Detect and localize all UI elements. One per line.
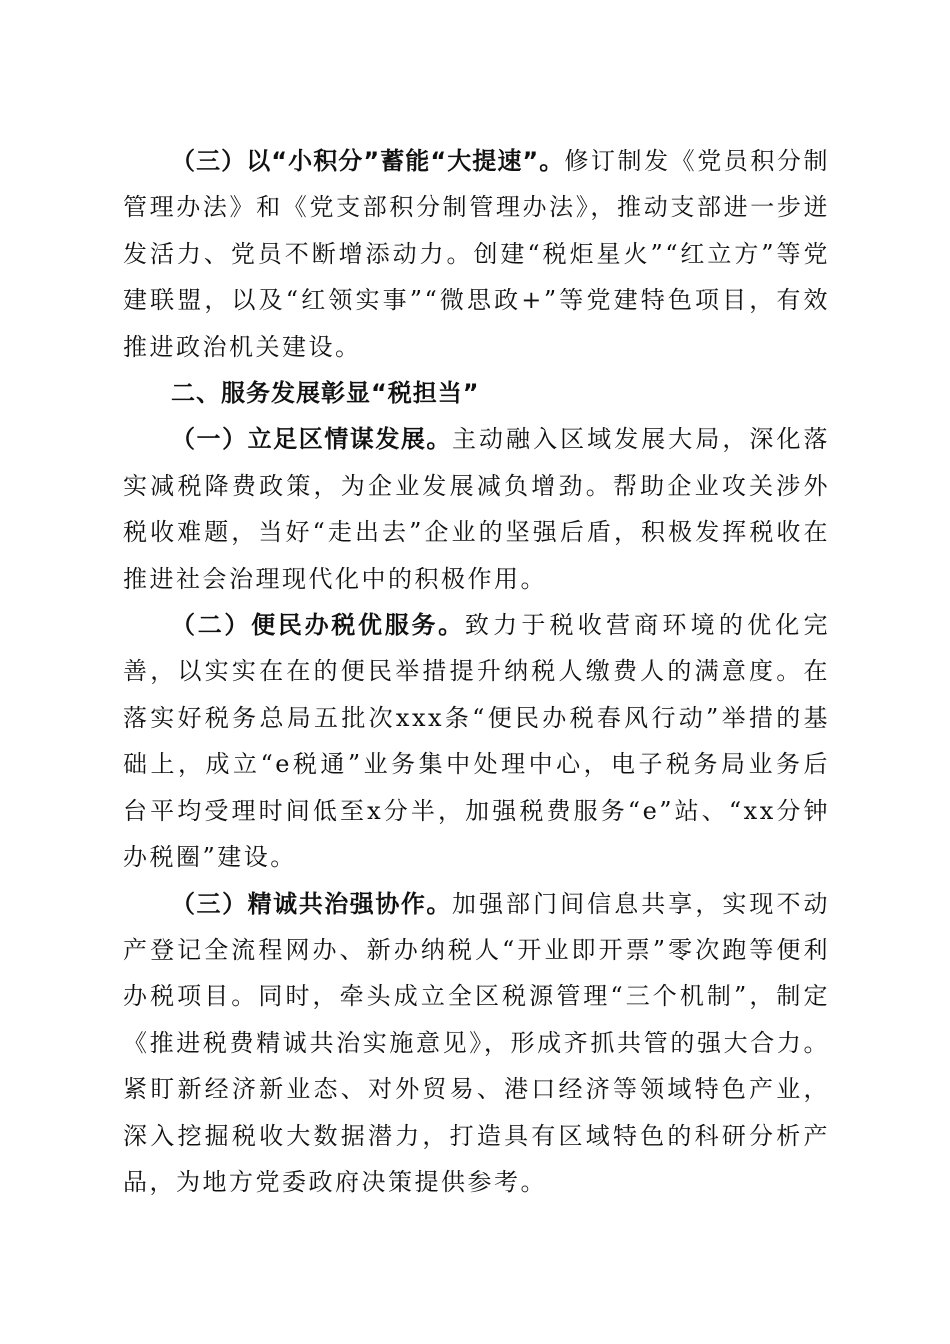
section-heading: 二、服务发展彰显“税担当” (171, 379, 480, 408)
paragraph-cooperation (123, 881, 830, 1206)
paragraph-regional-development (123, 416, 830, 602)
document-body (123, 138, 830, 1205)
paragraph-text: 修订制发《党员积分制管理办法》和《党支部积分制管理办法》，推动支部进一步迸发活力、党员不断增添动力。创建“税炬星火”“红立方”等党建联盟，以及“红领实事”“微思政+”等党建特色项目，有效推进政治机关建设。 (123, 147, 831, 361)
paragraph-lead: （一）立足区情谋发展。 (171, 425, 452, 454)
paragraph-party-points (123, 138, 830, 370)
paragraph-text: 致力于税收营商环境的优化完善，以实实在在的便民举措提升纳税人缴费人的满意度。在落实好税务总局五批次xxx条“便民办税春风行动”举措的基础上，成立“e税通”业务集中处理中心，电子税务局业务后台平均受理时间低至x分半，加强税费服务“e”站、“xx分钟办税圈”建设。 (123, 611, 830, 872)
paragraph-convenient-service (123, 602, 830, 880)
paragraph-lead: （三）以“小积分”蓄能“大提速”。 (171, 147, 565, 175)
paragraph-text: 主动融入区域发展大局，深化落实减税降费政策，为企业发展减负增劲。帮助企业攻关涉外税收难题，当好“走出去”企业的坚强后盾，积极发挥税收在推进社会治理现代化中的积极作用。 (123, 425, 831, 593)
paragraph-lead: （二）便民办税优服务。 (171, 611, 465, 640)
paragraph-lead: （三）精诚共治强协作。 (171, 889, 452, 918)
paragraph-text: 加强部门间信息共享，实现不动产登记全流程网办、新办纳税人“开业即开票”零次跑等便利办税项目。同时，牵头成立全区税源管理“三个机制”，制定《推进税费精诚共治实施意见》，形成齐抓共管的强大合力。紧盯新经济新业态、对外贸易、港口经济等领域特色产业，深入挖掘税收大数据潜力，打造具有区域特色的科研分析产品，为地方党委政府决策提供参考。 (123, 889, 831, 1196)
